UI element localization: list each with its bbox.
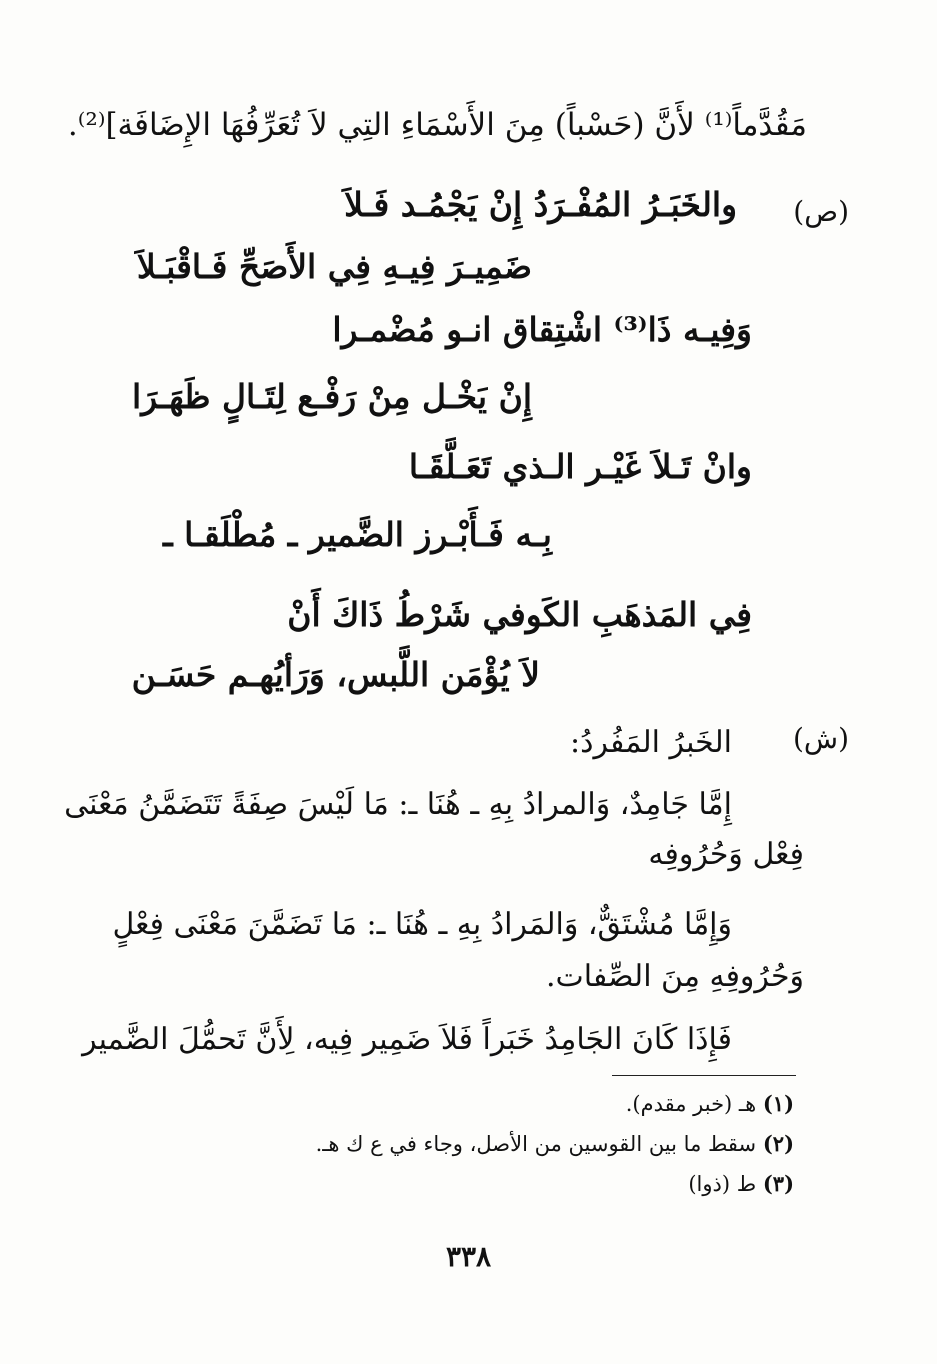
commentary-line: وَإِمَّا مُشْتَقٌّ، وَالمَرادُ بِهِ ـ هُنَا ـ: مَا تَضَمَّنَ مَعْنَى فِعْلٍ bbox=[112, 907, 732, 942]
verse-marker: (ص) bbox=[793, 195, 849, 228]
footnote-number: (٢) bbox=[762, 1131, 794, 1156]
verse-line: لاَ يُؤْمَن اللَّبس، وَرَأيُهـم حَسَـن bbox=[131, 655, 540, 694]
continuation-line: مَقُدَّماً⁽¹⁾ لأَنَّ (حَسْباً) مِنَ الأَسْمَاءِ التِي لاَ تُعَرِّفُهَا الإِضَافَة]⁽²⁾. bbox=[67, 107, 807, 143]
commentary-marker: (ش) bbox=[792, 722, 849, 755]
footnote-3 bbox=[688, 1173, 794, 1195]
footnote-1 bbox=[626, 1093, 794, 1115]
verse-line: والخَبَـرُ المُفْـرَدُ إِنْ يَجْمُـد فَـلاَ bbox=[344, 185, 737, 224]
commentary-line: إِمَّا جَامِدٌ، وَالمرادُ بِهِ ـ هُنَا ـ: مَا لَيْسَ صِفَةً تَتَضَمَّنُ مَعْنَى bbox=[64, 787, 732, 822]
verse-line: إِنْ يَخْـل مِنْ رَفْـع لِتَـالٍ ظَهَـرَا bbox=[132, 377, 532, 416]
footnote-divider bbox=[612, 1075, 796, 1076]
commentary-line: فَإِذَا كَانَ الجَامِدُ خَبَراً فَلاَ ضَمِير فِيه، لِأَنَّ تَحمُّلَ الضَّمير bbox=[82, 1022, 732, 1057]
footnote-text: هـ (خبر مقدم). bbox=[625, 1092, 757, 1116]
footnote-number: (١) bbox=[762, 1091, 794, 1116]
commentary-line: وَحُرُوفِهِ مِنَ الصِّفات. bbox=[545, 959, 804, 994]
footnote-number: (٣) bbox=[762, 1171, 794, 1196]
verse-line: وانْ تَـلاَ غَيْـر الـذي تَعَـلَّقَـا bbox=[408, 447, 752, 486]
verse-line: فِي المَذهَبِ الكَوفي شَرْطُ ذَاكَ أَنْ bbox=[287, 595, 752, 634]
page-number: ٣٣٨ bbox=[445, 1240, 492, 1273]
commentary-line: فِعْل وَحُرُوفِه bbox=[648, 837, 804, 872]
footnote-text: ط (ذوا) bbox=[688, 1172, 757, 1196]
verse-line: وَفِيـه ذَا⁽³⁾ اشْتِقاق انـو مُضْمـرا bbox=[332, 310, 752, 349]
commentary-heading: الخَبرُ المَفُردُ: bbox=[570, 725, 732, 760]
verse-line: ضَمِيـرَ فِيـهِ فِي الأَصَحِّ فَـاقْبَـلاَ bbox=[136, 247, 532, 286]
footnote-2 bbox=[316, 1133, 794, 1155]
footnote-text: سقط ما بين القوسين من الأصل، وجاء في ع ك هـ. bbox=[315, 1132, 757, 1156]
verse-line: بِـه فَـأَبْـرز الضَّمير ـ مُطْلَقـا ـ bbox=[163, 515, 552, 554]
